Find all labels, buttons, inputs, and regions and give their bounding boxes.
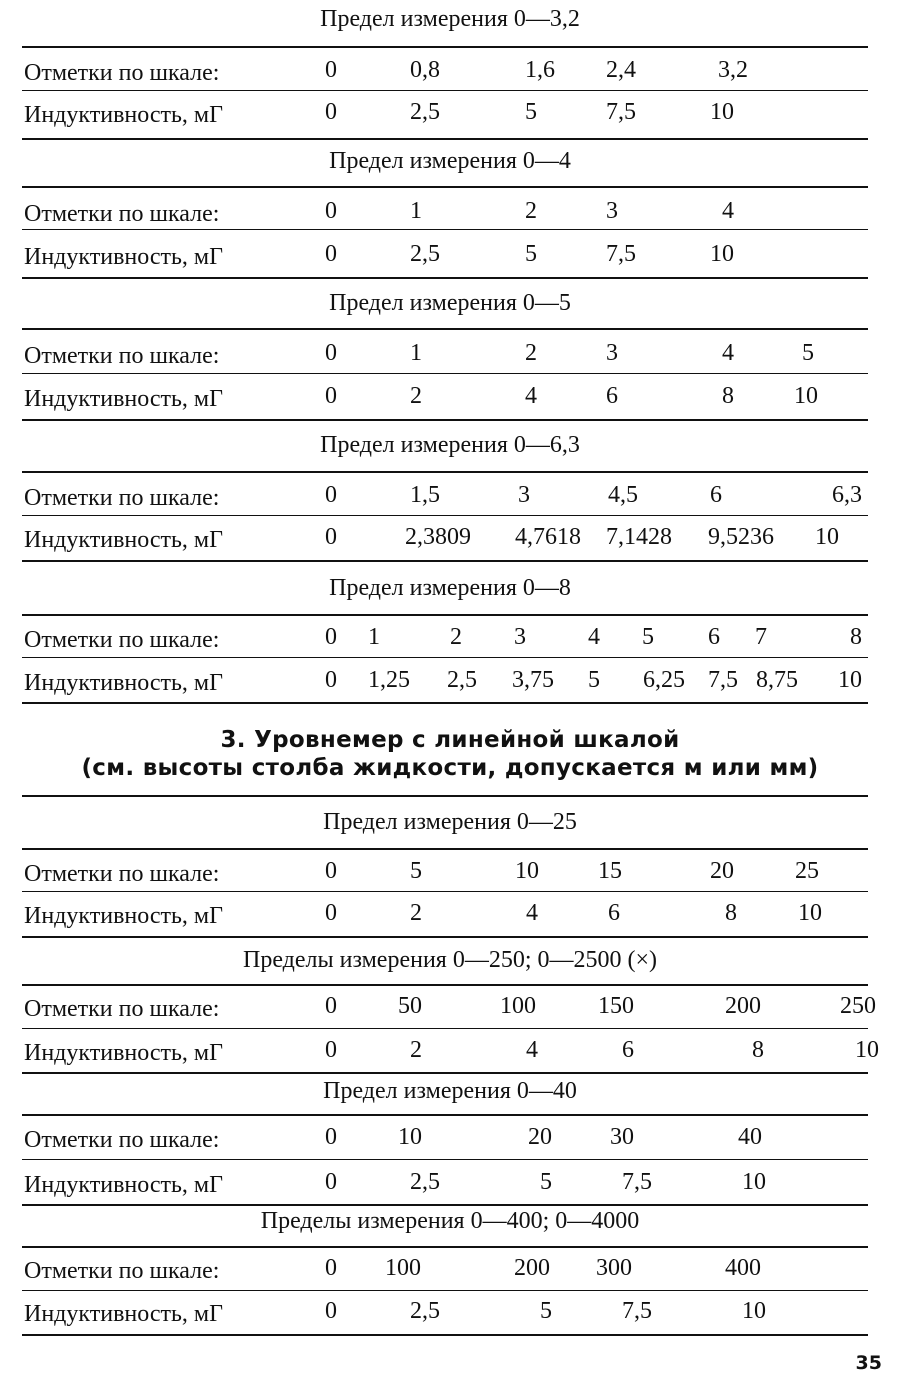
value-cell: 2 — [410, 383, 422, 409]
value-cell: 10 — [710, 241, 734, 267]
rule — [22, 373, 868, 374]
value-cell: 0 — [325, 1037, 337, 1063]
mark-cell: 200 — [725, 993, 761, 1019]
row-label-marks: Отметки по шкале: — [24, 60, 220, 86]
value-cell: 4 — [525, 383, 537, 409]
mark-cell: 15 — [598, 858, 622, 884]
mark-cell: 6 — [710, 482, 722, 508]
rule — [22, 1290, 868, 1291]
mark-cell: 150 — [598, 993, 634, 1019]
value-cell: 0 — [325, 1298, 337, 1324]
row-label-inductance: Индуктивность, мГ — [24, 903, 223, 929]
mark-cell: 1,5 — [410, 482, 440, 508]
mark-cell: 7 — [755, 624, 767, 650]
rule — [22, 515, 868, 516]
mark-cell: 0,8 — [410, 57, 440, 83]
value-cell: 6 — [622, 1037, 634, 1063]
rule — [22, 1159, 868, 1160]
mark-cell: 0 — [325, 482, 337, 508]
rule — [22, 90, 868, 91]
value-cell: 7,1428 — [606, 524, 672, 550]
row-label-inductance: Индуктивность, мГ — [24, 670, 223, 696]
rule — [22, 984, 868, 986]
mark-cell: 1 — [410, 198, 422, 224]
rule — [22, 138, 868, 140]
row-label-inductance: Индуктивность, мГ — [24, 102, 223, 128]
value-cell: 3,75 — [512, 667, 554, 693]
section-subheading: (см. высоты столба жидкости, допускается м или мм) — [81, 755, 819, 781]
mark-cell: 3 — [514, 624, 526, 650]
value-cell: 2,3809 — [405, 524, 471, 550]
value-cell: 2,5 — [410, 1169, 440, 1195]
mark-cell: 4 — [722, 198, 734, 224]
rule — [22, 471, 868, 473]
value-cell: 10 — [794, 383, 818, 409]
mark-cell: 200 — [514, 1255, 550, 1281]
mark-cell: 0 — [325, 624, 337, 650]
table-title: Предел измерения 0—8 — [329, 575, 571, 601]
value-cell: 10 — [838, 667, 862, 693]
mark-cell: 0 — [325, 1124, 337, 1150]
mark-cell: 0 — [325, 57, 337, 83]
mark-cell: 2 — [450, 624, 462, 650]
value-cell: 6,25 — [643, 667, 685, 693]
mark-cell: 10 — [398, 1124, 422, 1150]
value-cell: 0 — [325, 667, 337, 693]
rule — [22, 46, 868, 48]
value-cell: 5 — [540, 1169, 552, 1195]
value-cell: 2,5 — [410, 99, 440, 125]
mark-cell: 25 — [795, 858, 819, 884]
value-cell: 7,5 — [622, 1298, 652, 1324]
mark-cell: 20 — [528, 1124, 552, 1150]
rule — [22, 848, 868, 850]
value-cell: 2 — [410, 900, 422, 926]
mark-cell: 2 — [525, 340, 537, 366]
rule — [22, 795, 868, 797]
rule — [22, 229, 868, 230]
row-label-marks: Отметки по шкале: — [24, 627, 220, 653]
value-cell: 8 — [722, 383, 734, 409]
table-title: Пределы измерения 0—250; 0—2500 (×) — [242, 947, 658, 973]
mark-cell: 5 — [410, 858, 422, 884]
mark-cell: 6,3 — [832, 482, 862, 508]
value-cell: 5 — [540, 1298, 552, 1324]
table-title: Предел измерения 0—6,3 — [320, 432, 580, 458]
row-label-inductance: Индуктивность, мГ — [24, 386, 223, 412]
table-title: Предел измерения 0—5 — [329, 290, 571, 316]
row-label-marks: Отметки по шкале: — [24, 485, 220, 511]
value-cell: 5 — [525, 241, 537, 267]
table-title: Предел измерения 0—40 — [323, 1078, 577, 1104]
mark-cell: 3 — [606, 198, 618, 224]
value-cell: 0 — [325, 383, 337, 409]
row-label-marks: Отметки по шкале: — [24, 1127, 220, 1153]
mark-cell: 4 — [722, 340, 734, 366]
mark-cell: 1 — [368, 624, 380, 650]
row-label-inductance: Индуктивность, мГ — [24, 1301, 223, 1327]
row-label-inductance: Индуктивность, мГ — [24, 527, 223, 553]
value-cell: 5 — [525, 99, 537, 125]
mark-cell: 2,4 — [606, 57, 636, 83]
rule — [22, 1114, 868, 1116]
table-title: Предел измерения 0—4 — [329, 148, 571, 174]
mark-cell: 1,6 — [525, 57, 555, 83]
mark-cell: 40 — [738, 1124, 762, 1150]
rule — [22, 1204, 868, 1206]
table-title: Предел измерения 0—25 — [323, 809, 577, 835]
row-label-marks: Отметки по шкале: — [24, 343, 220, 369]
mark-cell: 2 — [525, 198, 537, 224]
mark-cell: 100 — [385, 1255, 421, 1281]
page-number: 35 — [855, 1352, 882, 1374]
value-cell: 2,5 — [410, 1298, 440, 1324]
rule — [22, 277, 868, 279]
value-cell: 0 — [325, 524, 337, 550]
mark-cell: 0 — [325, 858, 337, 884]
row-label-marks: Отметки по шкале: — [24, 996, 220, 1022]
table-title: Предел измерения 0—3,2 — [320, 6, 580, 32]
value-cell: 0 — [325, 900, 337, 926]
rule — [22, 1028, 868, 1029]
value-cell: 0 — [325, 241, 337, 267]
mark-cell: 0 — [325, 993, 337, 1019]
row-label-inductance: Индуктивность, мГ — [24, 1040, 223, 1066]
value-cell: 10 — [798, 900, 822, 926]
rule — [22, 614, 868, 616]
mark-cell: 4,5 — [608, 482, 638, 508]
value-cell: 2 — [410, 1037, 422, 1063]
value-cell: 2,5 — [410, 241, 440, 267]
value-cell: 1,25 — [368, 667, 410, 693]
mark-cell: 6 — [708, 624, 720, 650]
mark-cell: 400 — [725, 1255, 761, 1281]
row-label-marks: Отметки по шкале: — [24, 861, 220, 887]
mark-cell: 20 — [710, 858, 734, 884]
value-cell: 10 — [710, 99, 734, 125]
mark-cell: 0 — [325, 340, 337, 366]
value-cell: 9,5236 — [708, 524, 774, 550]
row-label-marks: Отметки по шкале: — [24, 1258, 220, 1284]
value-cell: 7,5 — [622, 1169, 652, 1195]
mark-cell: 5 — [642, 624, 654, 650]
value-cell: 4 — [526, 1037, 538, 1063]
value-cell: 4,7618 — [515, 524, 581, 550]
rule — [22, 702, 868, 704]
mark-cell: 3 — [606, 340, 618, 366]
row-label-inductance: Индуктивность, мГ — [24, 244, 223, 270]
mark-cell: 300 — [596, 1255, 632, 1281]
value-cell: 4 — [526, 900, 538, 926]
mark-cell: 10 — [515, 858, 539, 884]
mark-cell: 5 — [802, 340, 814, 366]
section-heading: 3. Уровнемер с линейной шкалой — [220, 727, 680, 753]
row-label-inductance: Индуктивность, мГ — [24, 1172, 223, 1198]
value-cell: 8 — [752, 1037, 764, 1063]
value-cell: 7,5 — [606, 99, 636, 125]
value-cell: 10 — [855, 1037, 879, 1063]
rule — [22, 936, 868, 938]
mark-cell: 30 — [610, 1124, 634, 1150]
mark-cell: 0 — [325, 198, 337, 224]
value-cell: 6 — [606, 383, 618, 409]
value-cell: 7,5 — [708, 667, 738, 693]
value-cell: 10 — [742, 1169, 766, 1195]
rule — [22, 560, 868, 562]
rule — [22, 1334, 868, 1336]
mark-cell: 3 — [518, 482, 530, 508]
rule — [22, 1072, 868, 1074]
value-cell: 8,75 — [756, 667, 798, 693]
rule — [22, 186, 868, 188]
rule — [22, 1246, 868, 1248]
rule — [22, 419, 868, 421]
value-cell: 0 — [325, 1169, 337, 1195]
row-label-marks: Отметки по шкале: — [24, 201, 220, 227]
mark-cell: 1 — [410, 340, 422, 366]
rule — [22, 657, 868, 658]
rule — [22, 328, 868, 330]
value-cell: 2,5 — [447, 667, 477, 693]
mark-cell: 4 — [588, 624, 600, 650]
value-cell: 0 — [325, 99, 337, 125]
rule — [22, 891, 868, 892]
value-cell: 6 — [608, 900, 620, 926]
value-cell: 5 — [588, 667, 600, 693]
mark-cell: 50 — [398, 993, 422, 1019]
value-cell: 8 — [725, 900, 737, 926]
table-title: Пределы измерения 0—400; 0—4000 — [260, 1208, 640, 1234]
mark-cell: 3,2 — [718, 57, 748, 83]
mark-cell: 100 — [500, 993, 536, 1019]
value-cell: 10 — [815, 524, 839, 550]
mark-cell: 250 — [840, 993, 876, 1019]
value-cell: 7,5 — [606, 241, 636, 267]
mark-cell: 0 — [325, 1255, 337, 1281]
value-cell: 10 — [742, 1298, 766, 1324]
mark-cell: 8 — [850, 624, 862, 650]
